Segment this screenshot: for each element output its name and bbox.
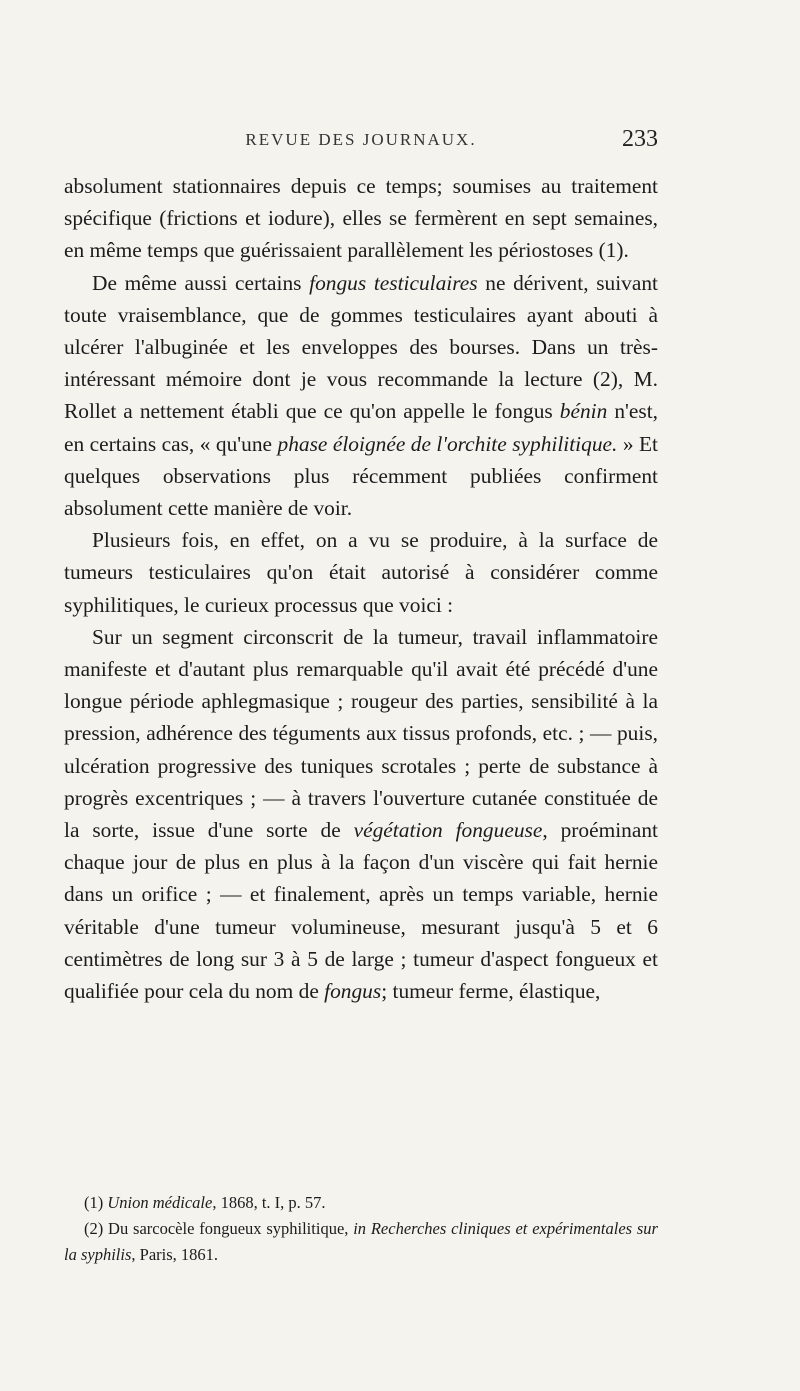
footnote-text: (2) Du sarcocèle fongueux syphilitique, (84, 1219, 354, 1238)
text-run: Sur un segment circonscrit de la tumeur, travail inflammatoire manifeste et d'autant plus remarquable qu'il avait été précédé d'une longue période aphlegmasique ; rougeur des parties, sensibilité à la pression, adhérence des téguments aux tissus profonds, etc. ; — puis, ulcération progressive des tuniques scrotales ; perte de substance à progrès excentriques ; — à travers l'ouverture cutanée constituée de la sorte, issue d'une sorte de (64, 624, 658, 843)
footnote-source: Union médicale (107, 1193, 213, 1212)
footnote-marker: (1) (84, 1193, 108, 1212)
paragraph-fongus (64, 267, 658, 525)
italic-term: bénin (559, 399, 608, 424)
paragraph-segment (64, 621, 658, 1007)
footnote-2 (64, 1216, 658, 1268)
text-run: ; tumeur ferme, élastique, (381, 979, 601, 1004)
text-run: ne dérivent, suivant toute vraisemblance, que de gommes testiculaires ayant abouti à ulcérer l'albuginée et les enveloppes des bourses. Dans un très-intéressant mémoire dont je vous recommande la lecture (2), M. Rollet a nettement établi que ce qu'on appelle le fongus (64, 270, 658, 424)
page-number: 233 (622, 126, 658, 152)
paragraph-plusieurs (64, 524, 658, 621)
paragraph-continued (64, 170, 658, 267)
footnote-text: , Paris, 1861. (131, 1245, 219, 1264)
italic-term: végétation fongueuse (353, 818, 543, 843)
footnote-text: , 1868, t. I, p. 57. (212, 1193, 326, 1212)
text-run: Plusieurs fois, en effet, on a vu se produire, à la surface de tumeurs testiculaires qu'on était autorisé à considérer comme syphilitiques, le curieux processus que voici : (64, 528, 658, 617)
text-run: n'est, en certains cas, « qu'une (64, 399, 658, 456)
text-run: » Et quelques observations plus récemment publiées confirment absolument cette manière de voir. (64, 431, 658, 521)
running-head: REVUE DES JOURNAUX. (245, 130, 477, 149)
italic-term: fongus (324, 979, 382, 1004)
footnote-1 (64, 1190, 658, 1216)
text-run: , proéminant chaque jour de plus en plus à la façon d'un viscère qui fait hernie dans un orifice ; — et finalement, après un temps variable, hernie véritable d'une tumeur volumineuse, mesurant jusqu'à 5 et 6 centimètres de long sur 3 à 5 de large ; tumeur d'aspect fongueux et qualifiée pour cela du nom de (64, 818, 658, 1004)
footnotes (64, 1190, 658, 1268)
text-run: absolument stationnaires depuis ce temps; soumises au traitement spécifique (frictions et iodure), elles se fermèrent en sept semaines, en même temps que guérissaient parallèlement les périostoses (1). (64, 174, 658, 263)
body-text (64, 170, 658, 1007)
italic-quote: phase éloignée de l'orchite syphilitique. (277, 431, 618, 456)
text-run: De même aussi certains (92, 270, 310, 295)
footnote-source: in Recherches cliniques et expérimentales sur la syphilis (64, 1219, 658, 1264)
page-header (64, 126, 658, 160)
italic-term: fongus testiculaires (309, 270, 478, 295)
